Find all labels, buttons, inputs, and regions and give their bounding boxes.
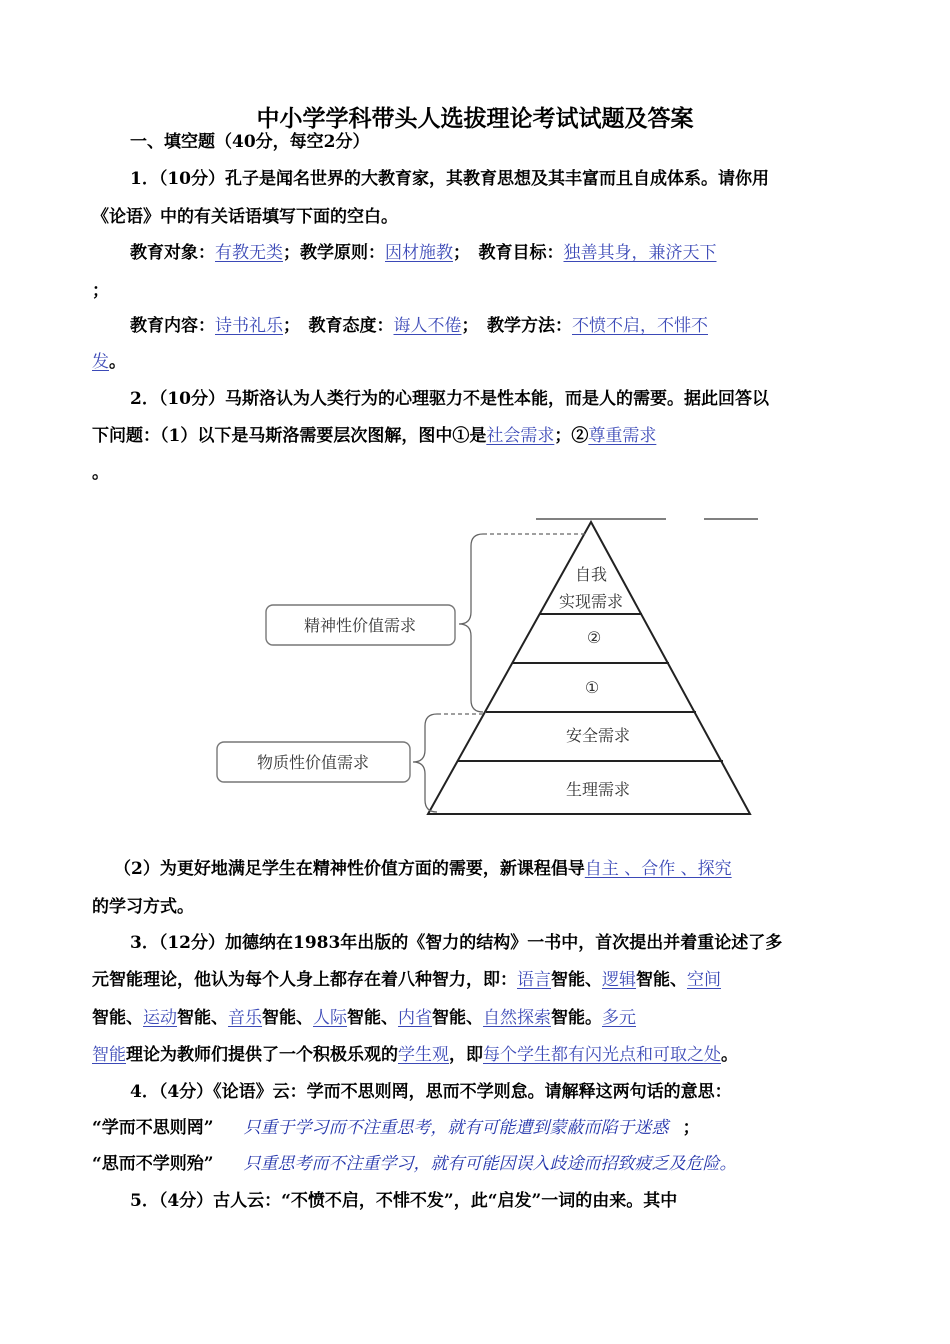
q2-text-b: ；② — [554, 426, 589, 446]
q3-line2 — [92, 968, 860, 992]
q2-part2-end: 的学习方式。 — [92, 897, 194, 917]
q3-text: 智能、 — [432, 1008, 483, 1028]
q2-answer-1: 社会需求 — [486, 426, 555, 446]
q3-answer-interpersonal: 人际 — [313, 1008, 347, 1028]
q2-period: 。 — [92, 463, 109, 483]
q3-answer-intrapersonal: 内省 — [398, 1008, 432, 1028]
q2-part2 — [92, 857, 882, 881]
q3-answer-meaning: 每个学生都有闪光点和可取之处 — [483, 1045, 721, 1065]
q1-answer-goal: 独善其身，兼济天下 — [563, 243, 717, 263]
q4-answer-1: 只重于学习而不注重思考，就有可能遭到蒙蔽而陷于迷惑 — [243, 1118, 669, 1138]
spiritual-label: 精神性价值需求 — [303, 616, 417, 635]
q1-label-object: 教育对象： — [130, 243, 215, 263]
q3-text: 智能、 — [551, 970, 602, 990]
q3-answer-bodily: 运动 — [143, 1008, 177, 1028]
q3-text: ，即 — [449, 1045, 483, 1065]
section-heading: 一、填空题（40分，每空2分） — [130, 132, 370, 152]
q1-label-attitude: ； 教育态度： — [283, 316, 394, 336]
q1-label-principle: ；教学原则： — [283, 243, 385, 263]
q3-text: 元智能理论，他认为每个人身上都存在着八种智力，即： — [92, 970, 517, 990]
spiritual-bracket — [459, 534, 483, 712]
q1-line1: 1．（10分）孔子是闻名世界的大教育家，其教育思想及其丰富而且自成体系。请你用 — [130, 169, 769, 189]
material-label: 物质性价值需求 — [256, 753, 370, 772]
q4-semicolon: ； — [682, 1118, 700, 1138]
q3-answer-naturalist: 自然探索 — [483, 1008, 551, 1028]
q2-answer-3: 自主 、合作 、探究 — [584, 859, 732, 879]
q2-text-a: 下问题：（1）以下是马斯洛需要层次图解，图中①是 — [92, 426, 487, 446]
q1-semicolon: ； — [92, 281, 109, 301]
q3-answer-spatial: 空间 — [687, 970, 721, 990]
q1-answer-object: 有教无类 — [215, 243, 283, 263]
page-title: 中小学学科带头人选拔理论考试试题及答案 — [256, 105, 694, 132]
q1-answer-principle: 因材施教 — [385, 243, 453, 263]
q3-text: 智能、 — [92, 1008, 143, 1028]
level-self-1: 自我 — [574, 565, 608, 584]
q3-answer-theory-end: 智能 — [92, 1045, 126, 1065]
level-physiological: 生理需求 — [565, 780, 631, 799]
level-self-2: 实现需求 — [558, 592, 624, 611]
q3-text: 理论为教师们提供了一个积极乐观的 — [126, 1045, 398, 1065]
q3-answer-theory: 多元 — [602, 1008, 636, 1028]
q2-line1: 2．（10分）马斯洛认为人类行为的心理驱力不是性本能，而是人的需要。据此回答以 — [130, 389, 769, 409]
q4-quote-1: “学而不思则罔” — [92, 1118, 214, 1138]
level-social: ① — [584, 678, 600, 697]
q3-text: 智能、 — [347, 1008, 398, 1028]
material-bracket — [413, 714, 437, 812]
level-safety: 安全需求 — [565, 726, 631, 745]
q1-period: 。 — [109, 352, 126, 372]
q5-line1: 5．（4分）古人云：“不愤不启，不悱不发”，此“启发”一词的由来。其中 — [130, 1191, 678, 1211]
q2-part2-text: （2）为更好地满足学生在精神性价值方面的需要，新课程倡导 — [114, 859, 585, 879]
q4-line3 — [92, 1152, 860, 1176]
q3-text: 智能、 — [177, 1008, 228, 1028]
q3-line3 — [92, 1006, 860, 1030]
q3-text: 智能、 — [636, 970, 687, 990]
q3-text: 智能。 — [551, 1008, 602, 1028]
q1-answer-method: 不愤不启，不悱不 — [572, 316, 708, 336]
q1-label-content: 教育内容： — [130, 316, 215, 336]
q1-answer-content: 诗书礼乐 — [215, 316, 283, 336]
q1-line2: 《论语》中的有关话语填写下面的空白。 — [92, 207, 398, 227]
q3-answer-student-view: 学生观 — [398, 1045, 449, 1065]
q3-line1: 3．（12分）加德纳在1983年出版的《智力的结构》一书中，首次提出并着重论述了多 — [130, 933, 783, 953]
q3-text: 。 — [721, 1045, 738, 1065]
q3-answer-musical: 音乐 — [228, 1008, 262, 1028]
q3-line4 — [92, 1043, 860, 1067]
q4-answer-2: 只重思考而不注重学习，就有可能因误入歧途而招致疲乏及危险。 — [243, 1154, 737, 1174]
q1-label-goal: ； 教育目标： — [453, 243, 564, 263]
level-esteem: ② — [586, 628, 602, 647]
q3-answer-linguistic: 语言 — [517, 970, 551, 990]
q4-line2 — [92, 1116, 860, 1140]
q1-answer-attitude: 诲人不倦 — [393, 316, 462, 336]
q4-line1: 4．（4分）《论语》云：学而不思则罔，思而不学则怠。请解释这两句话的意思： — [130, 1082, 732, 1102]
q1-answer-method-end: 发 — [92, 352, 109, 372]
q4-quote-2: “思而不学则殆” — [92, 1154, 214, 1174]
q2-answer-2: 尊重需求 — [588, 426, 657, 446]
q3-answer-logical: 逻辑 — [602, 970, 636, 990]
q1-label-method: ； 教学方法： — [461, 316, 572, 336]
q3-text: 智能、 — [262, 1008, 313, 1028]
